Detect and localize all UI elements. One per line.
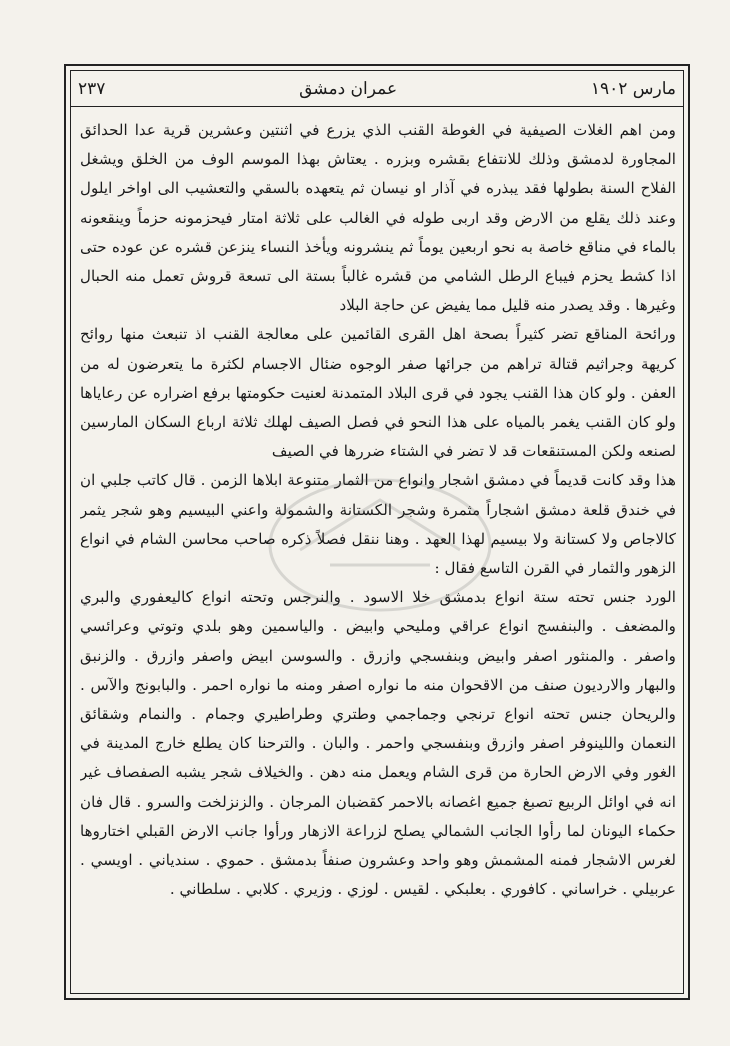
- header-date: مارس ١٩٠٢: [590, 79, 676, 99]
- article-body: [80, 116, 676, 992]
- paragraph: ومن اهم الغلات الصيفية في الغوطة القنب الذي يزرع في اثنتين وعشرين قرية عدا الحدائق المجاورة لدمشق وذلك للانتفاع بقشره وبزره . يعتاش بهذا الموسم الوف من الخلق ويشغل الفلاح السنة بطولها فقد يبذره في آذار او نيسان ثم يتعهده بالسقي والتعشيب الى اواخر ايلول وعند ذلك يقلع من الارض وقد اربى طوله في الغالب على ثلاثة امتار فيحزمونه حزماً وينقعونه بالماء في مناقع خاصة به نحو اربعين يوماً ثم ينشرونه ويأخذ النساء ينزعن قشره عن عوده حتى اذا كشط يحزم فيباع الرطل الشامي من قشره غالباً بستة الى تسعة قروش تعمل منه الحبال وغيرها . وقد يصدر منه قليل مما يفيض عن حاجة البلاد: [80, 121, 676, 315]
- running-header: [78, 76, 676, 102]
- header-page-number: ٢٣٧: [78, 79, 106, 99]
- paragraph: هذا وقد كانت قديماً في دمشق اشجار وانواع من الثمار متنوعة ابلاها الزمن . قال كاتب جلبي ان في خندق قلعة دمشق اشجاراً مثمرة وشجر الكستانة والشمولة واعني البيسيم وهو شجر يثمر كالاجاص ولا كستانة ولا بيسيم لهذا العهد . وهنا ننقل فصلاً ذكره صاحب محاسن الشام في انواع الزهور والثمار في القرن التاسع فقال :: [80, 471, 676, 578]
- header-rule: [70, 106, 684, 107]
- paragraph: الورد جنس تحته ستة انواع بدمشق خلا الاسود . والنرجس وتحته انواع كاليعفوري والبري والمضعف . والبنفسج انواع عراقي ومليحي وابيض . والياسمين وهو بلدي وتوتي وعرائسي واصفر . والمنثور اصفر وابيض وبنفسجي وازرق . والسوسن ابيض واصفر وازرق . والزنبق والبهار والارديون صنف من الاقحوان منه ما نواره اصفر ومنه ما نواره احمر . والبابونج والآس . والريحان جنس تحته انواع ترنجي وجماجمي وطتري وطراطيري وجمام . والنمام وشقائق النعمان واللينوفر اصفر وازرق وبنفسجي واحمر . والبان . والترحنا كان يطلع خارج المدينة في الغور وفي الارض الحارة من قرى الشام ويعمل منه دهن . والخيلاف شجر يشبه الصفصاف غير انه في اوائل الربيع تصبغ جميع اغصانه بالاحمر كقضبان المرجان . والزنزلخت والسرو . قال فان حكماء اليونان لما رأوا الجانب الشمالي يصلح لزراعة الازهار ورأوا جانب الارض القبلي اختاروها لغرس الاشجار فمنه المشمش وهو واحد وعشرون صنفاً بدمشق . حموي . سندياني . اويسي . عربيلي . خراساني . كافوري . بعلبكي . لقيس . لوزي . وزيري . كلابي . سلطاني .: [80, 588, 676, 899]
- header-section-title: عمران دمشق: [299, 79, 398, 99]
- paragraph: ورائحة المناقع تضر كثيراً بصحة اهل القرى القائمين على معالجة القنب اذ تنبعث منها روائح كريهة وجراثيم قتالة تراهم من جرائها صفر الوجوه ضئال الاجسام لكثرة ما يتعرضون له من العفن . ولو كان هذا القنب يجود في قرى البلاد المتمدنة لعنيت حكومتها برفع اضراره عن رعاياها ولو كان القنب يغمر بالمياه على هذا النحو في فصل الصيف لهلك ثلاثة ارباع السكان المارسين لصنعه ولكن المستنقعات قد لا تضر في الشتاء ضررها في الصيف: [80, 325, 676, 461]
